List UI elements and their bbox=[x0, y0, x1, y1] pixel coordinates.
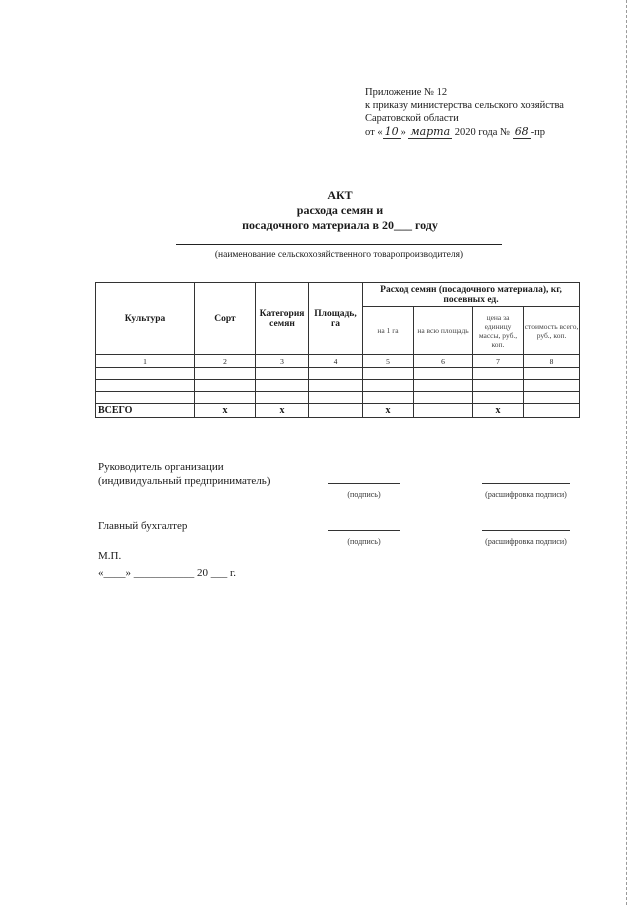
table-row bbox=[96, 392, 580, 404]
table-row bbox=[96, 368, 580, 380]
table-row bbox=[96, 380, 580, 392]
signing-date-line: «____» ___________ 20 ___ г. bbox=[98, 567, 237, 579]
appendix-line-2: к приказу министерства сельского хозяйства bbox=[365, 100, 564, 111]
total-sort-mark: х bbox=[195, 404, 256, 418]
head-decryption-line bbox=[482, 483, 570, 484]
accountant-signature-line bbox=[328, 530, 400, 531]
column-number-row bbox=[96, 355, 580, 368]
header-whole-area: на всю площадь bbox=[414, 307, 473, 355]
title-line-1: АКТ bbox=[327, 188, 353, 202]
date-month-handwritten: марта bbox=[410, 125, 451, 138]
order-number-handwritten: 68 bbox=[514, 125, 529, 138]
scan-edge-line bbox=[626, 0, 628, 905]
seed-consumption-table bbox=[95, 282, 580, 418]
header-cost: стоимость всего, руб., коп. bbox=[524, 307, 580, 355]
appendix-line-1: Приложение № 12 bbox=[365, 87, 448, 98]
title-line-2: расхода семян и bbox=[296, 203, 384, 217]
column-number: 8 bbox=[524, 355, 580, 368]
producer-caption: (наименование сельскохозяйственного товаропроизводителя) bbox=[214, 250, 464, 260]
head-signature-line bbox=[328, 483, 400, 484]
date-year: 2020 года № bbox=[454, 127, 511, 138]
column-number: 1 bbox=[96, 355, 195, 368]
producer-name-line bbox=[176, 244, 502, 245]
header-consumption: Расход семян (посадочного материала), кг, посевных ед. bbox=[363, 283, 580, 307]
column-number: 4 bbox=[309, 355, 363, 368]
head-decryption-caption: (расшифровка подписи) bbox=[485, 490, 567, 499]
total-category-mark: х bbox=[256, 404, 309, 418]
column-number: 2 bbox=[195, 355, 256, 368]
appendix-line-3: Саратовской области bbox=[365, 113, 459, 124]
appendix-block bbox=[365, 86, 595, 139]
head-label-line-1: Руководитель организации bbox=[98, 461, 224, 473]
header-area: Площадь, га bbox=[309, 283, 363, 355]
head-signature-caption: (подпись) bbox=[347, 490, 381, 499]
accountant-label: Главный бухгалтер bbox=[98, 520, 188, 532]
accountant-decryption-caption: (расшифровка подписи) bbox=[485, 537, 567, 546]
column-number: 6 bbox=[414, 355, 473, 368]
column-number: 7 bbox=[473, 355, 524, 368]
header-per-ha: на 1 га bbox=[363, 307, 414, 355]
header-category: Категория семян bbox=[256, 283, 309, 355]
date-mid: » bbox=[400, 127, 406, 138]
head-label-line-2: (индивидуальный предприниматель) bbox=[98, 475, 271, 487]
total-unit-price-mark: х bbox=[473, 404, 524, 418]
header-unit-price: цена за единицу массы, руб., коп. bbox=[473, 307, 524, 355]
date-day-handwritten: 10 bbox=[384, 125, 399, 138]
total-label: ВСЕГО bbox=[96, 404, 195, 418]
date-prefix: от « bbox=[365, 127, 383, 138]
appendix-date-line bbox=[365, 125, 595, 139]
header-culture: Культура bbox=[96, 283, 195, 355]
column-number: 5 bbox=[363, 355, 414, 368]
header-sort: Сорт bbox=[195, 283, 256, 355]
stamp-placeholder: М.П. bbox=[98, 550, 122, 562]
accountant-decryption-line bbox=[482, 530, 570, 531]
column-number: 3 bbox=[256, 355, 309, 368]
total-per-ha-mark: х bbox=[363, 404, 414, 418]
order-suffix: -пр bbox=[530, 127, 546, 138]
title-line-3: посадочного материала в 20___ году bbox=[242, 218, 438, 232]
total-row bbox=[96, 404, 580, 418]
accountant-signature-caption: (подпись) bbox=[347, 537, 381, 546]
